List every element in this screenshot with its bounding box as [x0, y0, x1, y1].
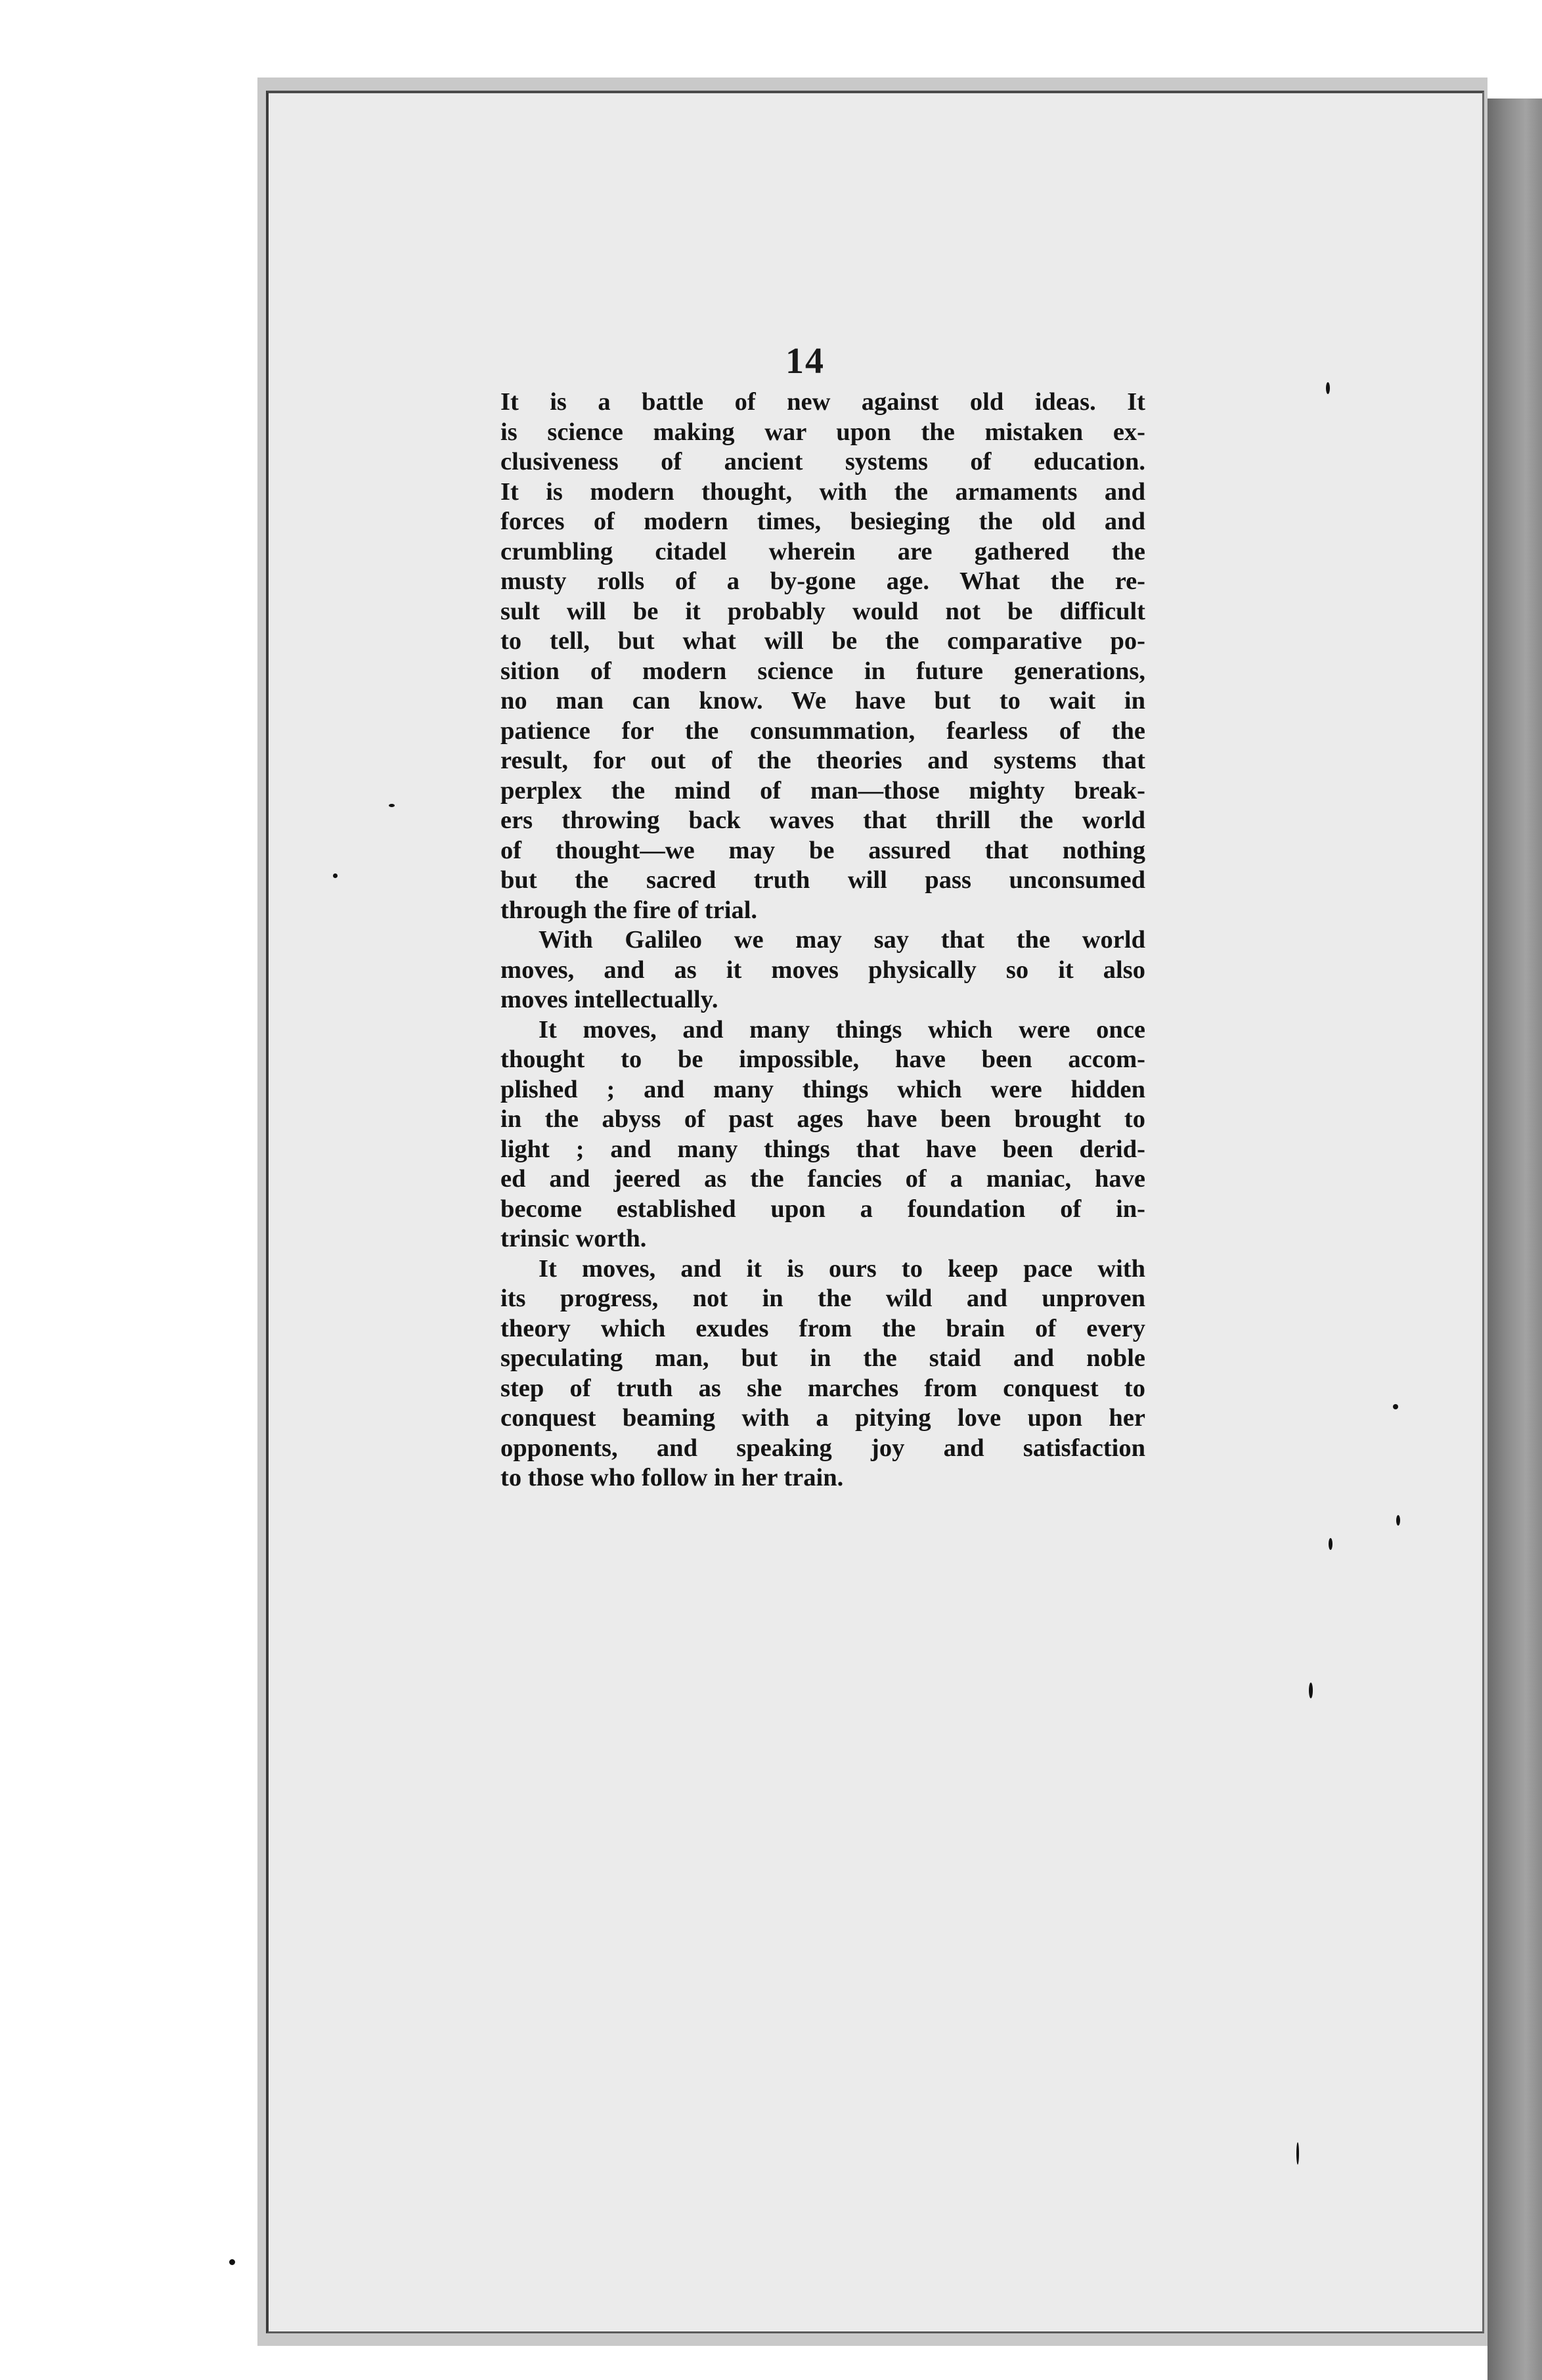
text-line: It is modern thought, with the armaments and — [500, 477, 1145, 506]
text-line: opponents, and speaking joy and satisfaction — [500, 1434, 1145, 1462]
ink-speck — [1326, 382, 1330, 394]
text-line: speculating man, but in the staid and noble — [500, 1344, 1145, 1372]
page-number: 14 — [785, 341, 825, 382]
ink-speck — [389, 804, 395, 807]
text-line: in the abyss of past ages have been brought to — [500, 1105, 1145, 1133]
text-line: theory which exudes from the brain of every — [500, 1314, 1145, 1342]
text-line: its progress, not in the wild and unproven — [500, 1285, 1145, 1312]
paragraph — [500, 925, 1145, 1015]
text-line: conquest beaming with a pitying love upon her — [500, 1404, 1145, 1432]
ink-speck — [229, 2259, 235, 2265]
text-line: no man can know. We have but to wait in — [500, 687, 1145, 715]
text-line: It moves, and it is ours to keep pace with — [539, 1254, 1145, 1283]
text-line: ed and jeered as the fancies of a maniac, have — [500, 1165, 1145, 1193]
text-line: It moves, and many things which were once — [539, 1015, 1145, 1044]
ink-speck — [1309, 1683, 1313, 1698]
text-line: through the fire of trial. — [500, 896, 758, 924]
text-line: moves, and as it moves physically so it also — [500, 956, 1145, 984]
text-line: to those who follow in her train. — [500, 1464, 844, 1491]
text-line: result, for out of the theories and systems that — [500, 747, 1145, 774]
text-line: moves intellectually. — [500, 986, 718, 1013]
ink-speck — [1396, 1515, 1400, 1526]
text-line: become established upon a foundation of in- — [500, 1195, 1145, 1223]
body-text — [500, 387, 1145, 1493]
paragraph — [500, 1015, 1145, 1254]
text-line: perplex the mind of man—those mighty break- — [500, 776, 1145, 804]
text-line: musty rolls of a by-gone age. What the re- — [500, 567, 1145, 595]
ink-speck — [1296, 2142, 1299, 2165]
text-line: step of truth as she marches from conquest to — [500, 1374, 1145, 1402]
text-line: sition of modern science in future generations, — [500, 657, 1145, 685]
text-line: of thought—we may be assured that nothing — [500, 836, 1145, 864]
text-line: light ; and many things that have been derid- — [500, 1135, 1145, 1163]
text-line: sult will be it probably would not be difficult — [500, 597, 1145, 625]
ink-speck — [1329, 1538, 1333, 1550]
text-line: forces of modern times, besieging the old and — [500, 508, 1145, 535]
ink-speck — [333, 873, 338, 878]
text-line: With Galileo we may say that the world — [539, 926, 1145, 954]
text-line: is science making war upon the mistaken ex- — [500, 418, 1145, 446]
paragraph — [500, 387, 1145, 925]
text-line: patience for the consummation, fearless of the — [500, 716, 1145, 745]
scan-edge-strip — [1487, 99, 1542, 2380]
text-line: but the sacred truth will pass unconsumed — [500, 866, 1145, 894]
text-line: It is a battle of new against old ideas. It — [500, 388, 1145, 416]
text-line: thought to be impossible, have been accom- — [500, 1046, 1145, 1073]
text-line: to tell, but what will be the comparative po- — [500, 627, 1145, 655]
text-line: trinsic worth. — [500, 1225, 647, 1252]
ink-speck — [1393, 1404, 1398, 1409]
text-line: crumbling citadel wherein are gathered the — [500, 537, 1145, 565]
text-line: ers throwing back waves that thrill the world — [500, 806, 1145, 834]
text-line: plished ; and many things which were hidden — [500, 1075, 1145, 1103]
text-line: clusiveness of ancient systems of education. — [500, 448, 1145, 475]
paragraph — [500, 1254, 1145, 1493]
